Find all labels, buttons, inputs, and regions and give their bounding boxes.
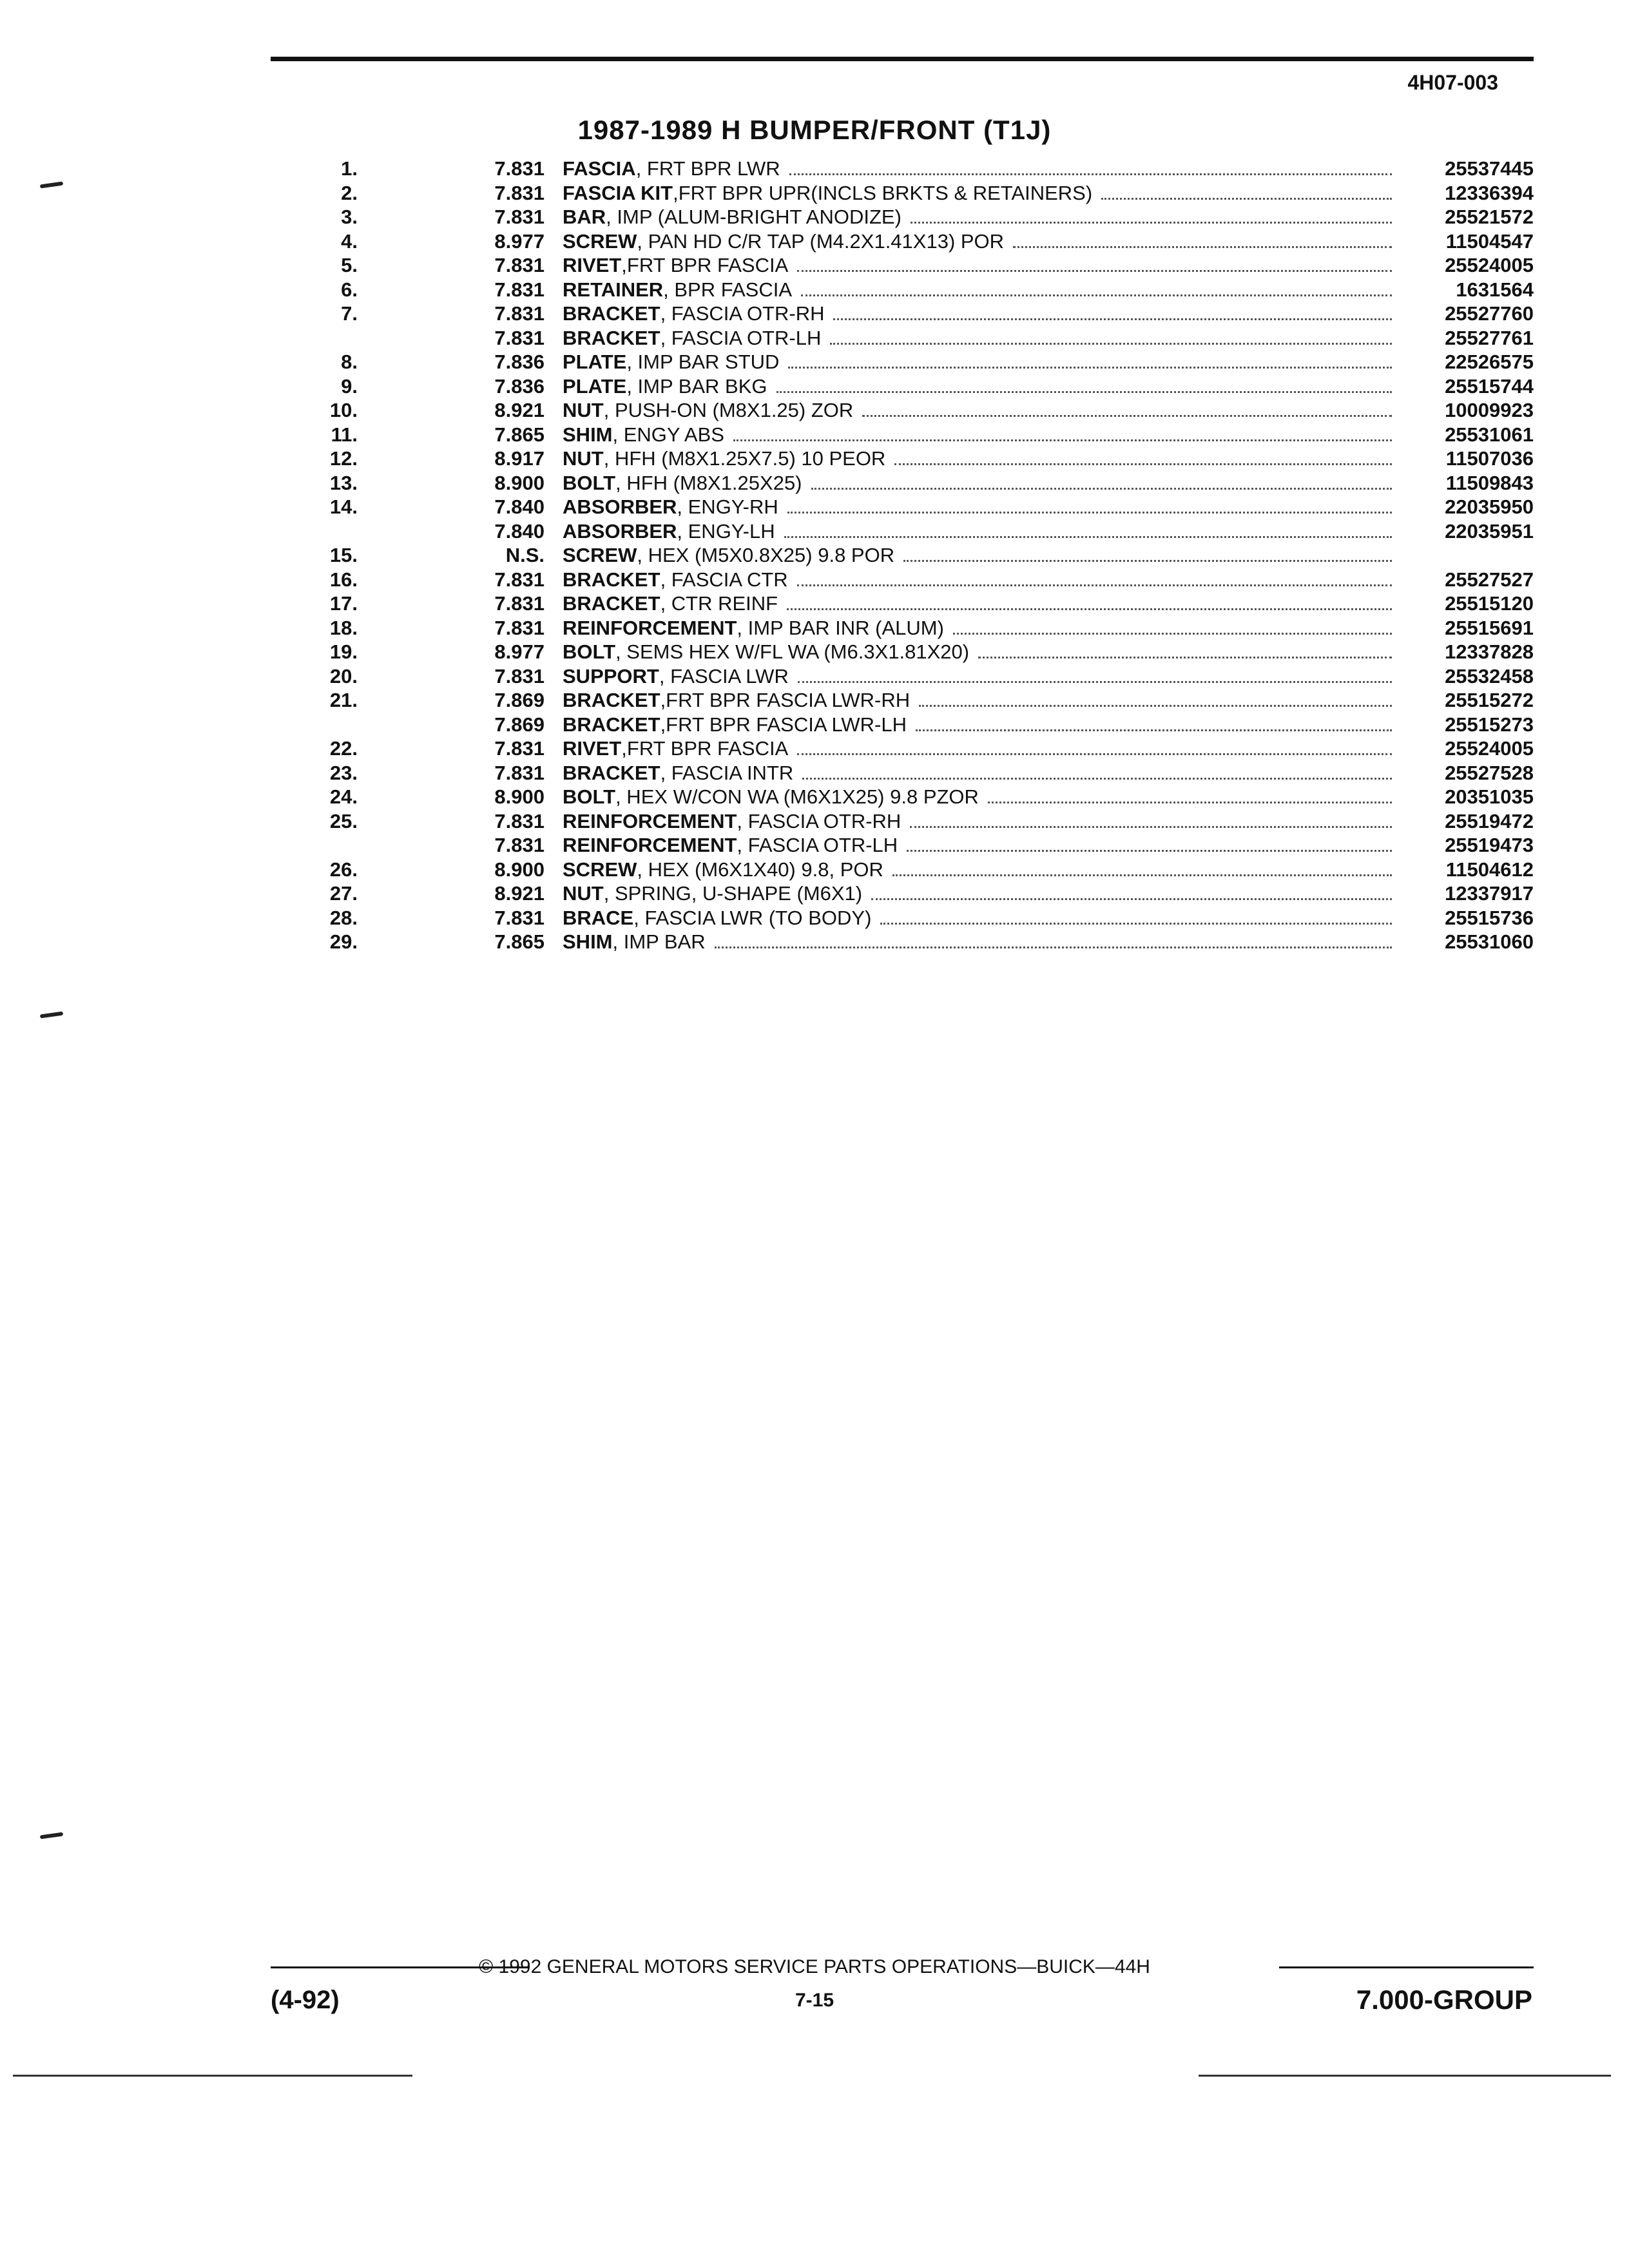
table-row [284, 834, 1534, 858]
part-detail: ,FRT BPR FASCIA [621, 737, 789, 760]
top-rule [271, 57, 1534, 61]
part-description [563, 375, 1405, 398]
part-description [563, 302, 1405, 325]
part-detail: , ENGY ABS [612, 423, 724, 446]
part-name: FASCIA [563, 157, 636, 180]
part-name: REINFORCEMENT [563, 834, 737, 856]
group-number: 7.831 [494, 181, 545, 204]
part-description [563, 665, 1405, 688]
table-row [284, 254, 1534, 278]
part-number: 25515273 [1445, 713, 1534, 736]
ref-number: 15. [329, 544, 358, 566]
table-row [284, 351, 1534, 375]
table-row [284, 544, 1534, 568]
part-description [563, 206, 1405, 229]
leader-dots [833, 318, 1392, 320]
part-name: BRACKET [563, 592, 660, 615]
ref-number: 18. [329, 616, 358, 639]
group-number: 8.977 [494, 640, 545, 663]
leader-dots [801, 294, 1392, 296]
page-code: 4H07-003 [1407, 71, 1498, 94]
leader-dots [1101, 198, 1392, 200]
binder-mark [40, 1832, 63, 1840]
leader-dots [789, 173, 1392, 175]
part-name: BOLT [563, 471, 616, 494]
part-number: 25515744 [1445, 374, 1534, 398]
part-description [563, 640, 1405, 664]
ref-number: 19. [329, 640, 358, 663]
part-number: 12337917 [1445, 882, 1534, 905]
ref-number: 10. [329, 399, 358, 421]
part-detail: ,FRT BPR FASCIA LWR-LH [660, 713, 907, 736]
ref-number: 2. [341, 181, 358, 204]
page-number: 7-15 [795, 1990, 834, 2011]
leader-dots [798, 681, 1392, 683]
group-number: 7.831 [494, 302, 545, 325]
leader-dots [1013, 246, 1392, 248]
part-detail: , CTR REINF [660, 592, 778, 615]
group-number: 7.831 [494, 568, 545, 591]
leader-dots [715, 947, 1392, 948]
part-name: PLATE [563, 351, 627, 373]
group-number: 8.921 [494, 399, 545, 421]
table-row [284, 785, 1534, 810]
ref-number: 4. [341, 229, 358, 253]
part-number: 25524005 [1445, 737, 1534, 760]
part-name: NUT [563, 399, 604, 421]
table-row [284, 617, 1534, 641]
part-number: 25527527 [1445, 568, 1534, 591]
part-name: RIVET [563, 254, 622, 276]
group-number: 8.917 [494, 447, 545, 470]
part-description [563, 327, 1405, 350]
part-description [563, 399, 1405, 422]
part-detail: , FASCIA CTR [660, 568, 788, 591]
part-number: 20351035 [1445, 785, 1534, 808]
leader-dots [911, 222, 1392, 224]
group-number: 7.831 [494, 761, 545, 784]
group-number: 7.865 [494, 930, 545, 953]
part-description [563, 858, 1405, 881]
part-name: REINFORCEMENT [563, 809, 737, 832]
part-description [563, 568, 1405, 591]
part-detail: , FASCIA OTR-RH [660, 302, 825, 325]
part-description [563, 785, 1405, 809]
leader-dots [797, 584, 1392, 586]
leader-dots [903, 560, 1392, 562]
part-name: PLATE [563, 374, 627, 398]
table-row [284, 302, 1534, 327]
leader-dots [894, 463, 1392, 465]
part-name: FASCIA KIT [563, 181, 673, 204]
part-number: 25537445 [1445, 157, 1534, 180]
part-number: 25521572 [1445, 206, 1534, 228]
ref-number: 16. [329, 568, 358, 591]
part-name: BAR [563, 206, 606, 228]
part-detail: , FASCIA LWR [659, 664, 789, 687]
group-number: 7.831 [494, 906, 545, 929]
part-number: 11509843 [1445, 471, 1534, 494]
part-description [563, 907, 1405, 930]
ref-number: 11. [331, 423, 358, 446]
part-detail: , BPR FASCIA [663, 278, 792, 301]
ref-number: 23. [329, 761, 358, 784]
group-number: 7.869 [494, 713, 545, 736]
part-name: SCREW [563, 858, 637, 881]
group-number: 7.836 [494, 351, 545, 373]
part-name: BRACKET [563, 689, 660, 711]
part-name: BRACE [563, 906, 634, 929]
group-number: 8.900 [494, 858, 545, 881]
group-number: 7.831 [494, 737, 545, 760]
part-detail: ,FRT BPR FASCIA [621, 254, 789, 276]
part-name: RIVET [563, 737, 622, 760]
part-detail: , IMP (ALUM-BRIGHT ANODIZE) [606, 206, 901, 228]
group-number: 7.840 [494, 495, 545, 518]
group-number: 7.840 [494, 519, 545, 543]
bottom-rule-left [13, 2075, 412, 2077]
ref-number: 7. [341, 302, 358, 325]
group-number: 8.900 [494, 471, 545, 494]
revision-date: (4-92) [271, 1986, 340, 2014]
part-detail: , IMP BAR [612, 930, 706, 953]
part-number: 25519473 [1445, 834, 1534, 856]
part-description [563, 423, 1405, 447]
part-detail: , IMP BAR INR (ALUM) [737, 616, 944, 639]
part-description [563, 617, 1405, 640]
group-number: 7.831 [494, 278, 545, 301]
part-description [563, 930, 1405, 954]
part-name: ABSORBER [563, 519, 677, 543]
part-name: REINFORCEMENT [563, 616, 737, 639]
part-description [563, 520, 1405, 543]
group-number: 7.831 [494, 592, 545, 615]
leader-dots [988, 802, 1392, 803]
part-name: SUPPORT [563, 664, 659, 687]
leader-dots [784, 536, 1392, 538]
part-name: SCREW [563, 229, 637, 253]
ref-number: 24. [329, 785, 358, 808]
table-row [284, 182, 1534, 206]
ref-number: 21. [329, 689, 358, 711]
part-detail: , PAN HD C/R TAP (M4.2X1.41X13) POR [637, 229, 1005, 253]
ref-number: 20. [329, 664, 358, 687]
leader-dots [788, 367, 1392, 369]
part-detail: , ENGY-LH [677, 519, 775, 543]
part-detail: , FASCIA INTR [660, 761, 794, 784]
table-row [284, 640, 1534, 665]
table-row [284, 907, 1534, 931]
table-row [284, 737, 1534, 762]
group-number: 8.900 [494, 785, 545, 808]
part-number: 11507036 [1445, 447, 1534, 470]
table-row [284, 206, 1534, 230]
part-number: 25524005 [1445, 254, 1534, 276]
part-description [563, 351, 1405, 374]
part-name: SCREW [563, 544, 637, 566]
table-row [284, 495, 1534, 520]
part-description [563, 592, 1405, 615]
part-number: 25527761 [1445, 326, 1534, 349]
part-description [563, 834, 1405, 857]
ref-number: 13. [329, 471, 358, 494]
table-row [284, 882, 1534, 907]
part-number: 25531060 [1445, 930, 1534, 953]
part-detail: ,FRT BPR UPR(INCLS BRKTS & RETAINERS) [673, 181, 1093, 204]
leader-dots [830, 343, 1392, 345]
table-row [284, 520, 1534, 544]
part-name: BOLT [563, 785, 616, 808]
binder-mark [40, 182, 63, 189]
table-row [284, 689, 1534, 713]
ref-number: 1. [341, 157, 358, 180]
part-name: BOLT [563, 640, 616, 663]
table-row [284, 447, 1534, 472]
part-description [563, 762, 1405, 785]
table-row [284, 810, 1534, 834]
part-description [563, 495, 1405, 519]
part-detail: , HEX (M6X1X40) 9.8, POR [637, 858, 883, 881]
leader-dots [880, 923, 1392, 925]
part-detail: , FRT BPR LWR [635, 157, 780, 180]
table-row [284, 665, 1534, 689]
group-number: N.S. [505, 544, 545, 566]
part-number: 22035951 [1445, 519, 1534, 543]
part-name: NUT [563, 882, 604, 905]
leader-dots [802, 778, 1392, 780]
part-number: 25515736 [1445, 906, 1534, 929]
part-number: 22035950 [1445, 495, 1534, 518]
part-detail: , IMP BAR BKG [626, 374, 767, 398]
group-number: 7.865 [494, 423, 545, 446]
part-name: BRACKET [563, 713, 660, 736]
part-name: NUT [563, 447, 604, 470]
copyright-notice: © 1992 GENERAL MOTORS SERVICE PARTS OPERATIONS—BUICK—44H [479, 1956, 1150, 1977]
part-number: 25527760 [1445, 302, 1534, 325]
part-name: BRACKET [563, 326, 660, 349]
part-name: SHIM [563, 930, 613, 953]
part-detail: , SPRING, U-SHAPE (M6X1) [603, 882, 863, 905]
part-description [563, 182, 1405, 205]
table-row [284, 568, 1534, 593]
leader-dots [907, 850, 1392, 852]
part-detail: , HFH (M8X1.25X25) [615, 471, 802, 494]
ref-number: 8. [341, 351, 358, 373]
group-label: 7.000-GROUP [1356, 1984, 1532, 2015]
part-number: 10009923 [1445, 399, 1534, 421]
ref-number: 3. [341, 206, 358, 228]
part-number: 25515120 [1445, 592, 1534, 615]
leader-dots [733, 439, 1392, 441]
part-number: 1631564 [1456, 278, 1534, 301]
part-number: 11504612 [1445, 858, 1534, 881]
part-name: BRACKET [563, 761, 660, 784]
leader-dots [797, 270, 1392, 272]
table-row [284, 858, 1534, 883]
group-number: 7.831 [494, 834, 545, 856]
part-number: 25531061 [1445, 423, 1534, 446]
ref-number: 12. [329, 447, 358, 470]
part-name: SHIM [563, 423, 613, 446]
part-description [563, 230, 1405, 253]
part-description [563, 278, 1405, 302]
leader-dots [916, 729, 1392, 731]
leader-dots [862, 415, 1392, 417]
table-row [284, 423, 1534, 448]
part-detail: , HEX W/CON WA (M6X1X25) 9.8 PZOR [615, 785, 979, 808]
group-number: 7.869 [494, 689, 545, 711]
part-detail: , HEX (M5X0.8X25) 9.8 POR [637, 544, 895, 566]
part-detail: , FASCIA OTR-RH [737, 809, 901, 832]
group-number: 8.977 [494, 229, 545, 253]
leader-dots [892, 874, 1392, 876]
part-description [563, 810, 1405, 833]
group-number: 7.831 [494, 616, 545, 639]
ref-number: 14. [329, 495, 358, 518]
ref-number: 5. [341, 254, 358, 276]
part-description [563, 254, 1405, 277]
part-number: 25515691 [1445, 616, 1534, 639]
group-number: 7.831 [494, 157, 545, 180]
leader-dots [953, 633, 1392, 635]
leader-dots [919, 705, 1392, 707]
part-description [563, 737, 1405, 760]
leader-dots [797, 753, 1392, 755]
table-row [284, 278, 1534, 303]
part-detail: , FASCIA OTR-LH [660, 326, 822, 349]
part-name: BRACKET [563, 568, 660, 591]
leader-dots [787, 512, 1392, 514]
leader-dots [978, 657, 1392, 658]
part-number: 25527528 [1445, 761, 1534, 784]
table-row [284, 762, 1534, 786]
ref-number: 17. [329, 592, 358, 615]
table-row [284, 375, 1534, 399]
part-description [563, 472, 1405, 495]
ref-number: 28. [329, 906, 358, 929]
group-number: 7.831 [494, 254, 545, 276]
group-number: 7.831 [494, 206, 545, 228]
part-description [563, 447, 1405, 470]
table-row [284, 472, 1534, 496]
table-row [284, 713, 1534, 738]
part-detail: , PUSH-ON (M8X1.25) ZOR [603, 399, 854, 421]
part-number: 11504547 [1445, 229, 1534, 253]
part-description [563, 689, 1405, 712]
leader-dots [910, 826, 1392, 828]
ref-number: 9. [341, 374, 358, 398]
table-row [284, 930, 1534, 955]
ref-number: 25. [329, 809, 358, 832]
ref-number: 27. [329, 882, 358, 905]
ref-number: 26. [329, 858, 358, 881]
part-name: RETAINER [563, 278, 664, 301]
ref-number: 22. [329, 737, 358, 760]
table-row [284, 399, 1534, 423]
part-description [563, 157, 1405, 180]
group-number: 7.831 [494, 326, 545, 349]
part-description [563, 713, 1405, 736]
part-number: 12337828 [1445, 640, 1534, 663]
page-title: 1987-1989 H BUMPER/FRONT (T1J) [577, 115, 1052, 145]
part-detail: , FASCIA LWR (TO BODY) [633, 906, 872, 929]
part-name: ABSORBER [563, 495, 677, 518]
part-detail: ,FRT BPR FASCIA LWR-RH [660, 689, 911, 711]
part-detail: , HFH (M8X1.25X7.5) 10 PEOR [603, 447, 886, 470]
table-row [284, 230, 1534, 255]
bottom-rule-right [1199, 2075, 1611, 2077]
leader-dots [811, 488, 1392, 490]
ref-number: 29. [329, 930, 358, 953]
part-description [563, 882, 1405, 905]
part-detail: , FASCIA OTR-LH [737, 834, 898, 856]
group-number: 7.831 [494, 809, 545, 832]
part-number: 25515272 [1445, 689, 1534, 711]
table-row [284, 157, 1534, 182]
part-description [563, 544, 1405, 567]
ref-number: 6. [341, 278, 358, 301]
leader-dots [776, 391, 1392, 393]
leader-dots [871, 898, 1392, 900]
part-number: 12336394 [1445, 181, 1534, 204]
parts-list [284, 157, 1534, 955]
binder-mark [40, 1012, 63, 1019]
group-number: 8.921 [494, 882, 545, 905]
table-row [284, 327, 1534, 351]
table-row [284, 592, 1534, 617]
part-detail: , SEMS HEX W/FL WA (M6.3X1.81X20) [615, 640, 970, 663]
leader-dots [787, 608, 1392, 610]
part-detail: , IMP BAR STUD [626, 351, 780, 373]
part-detail: , ENGY-RH [677, 495, 778, 518]
part-number: 25532458 [1445, 664, 1534, 687]
part-number: 22526575 [1445, 351, 1534, 373]
group-number: 7.836 [494, 374, 545, 398]
part-number: 25519472 [1445, 809, 1534, 832]
part-name: BRACKET [563, 302, 660, 325]
group-number: 7.831 [494, 664, 545, 687]
